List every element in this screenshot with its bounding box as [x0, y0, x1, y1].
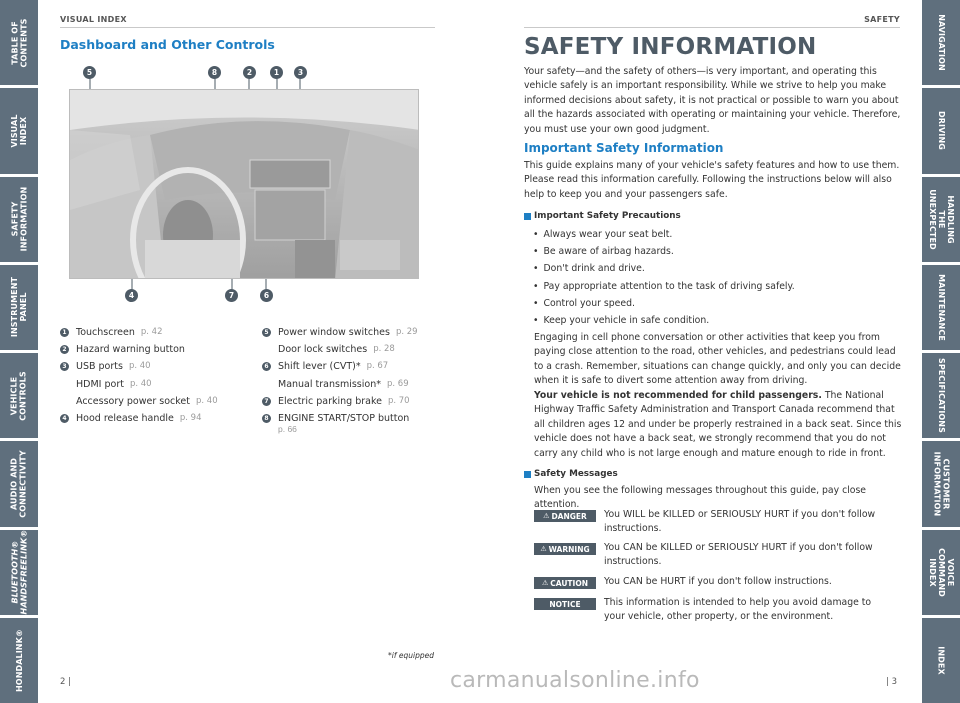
tab-safety-information[interactable]: SAFETY INFORMATION — [0, 177, 38, 262]
callout-6: 6 — [260, 289, 273, 302]
tab-maintenance[interactable]: MAINTENANCE — [922, 265, 960, 350]
precautions-heading: Important Safety Precautions — [524, 211, 681, 221]
tab-driving[interactable]: DRIVING — [922, 88, 960, 173]
messages-intro: When you see the following messages throughout this guide, pay close attention. — [534, 485, 867, 511]
callout-2: 2 — [243, 66, 256, 79]
callout-4: 4 — [125, 289, 138, 302]
tab-bluetooth-handsfreelink[interactable]: BLUETOOTH® HANDSFREELINK® — [0, 530, 38, 615]
watermark: carmanualsonline.info — [450, 668, 700, 693]
child-paragraph: Your vehicle is not recommended for child passengers. The National Highway Traffic Safety Administration and Transport Canada recommend that all children ages 12 and under be properly restrained in a back seat. Since this vehicle does not have a back seat, we strongly recommend that you do not carry any child who is not large enough and mature enough to ride in front. — [534, 390, 902, 459]
section-title: Dashboard and Other Controls — [60, 37, 275, 52]
callout-5: 5 — [83, 66, 96, 79]
tab-instrument-panel[interactable]: INSTRUMENT PANEL — [0, 265, 38, 350]
dashboard-illustration — [70, 90, 419, 279]
legend-item-6: 6 Shift lever (CVT)* p. 67 — [262, 358, 418, 375]
caution-badge: ⚠ CAUTION — [534, 577, 596, 589]
footnote: *if equipped — [388, 651, 434, 660]
legend-left — [60, 324, 218, 427]
warning-triangle-icon: ⚠ — [543, 512, 550, 520]
notice-badge: NOTICE — [534, 598, 596, 610]
list-item: • Control your speed. — [533, 295, 795, 312]
tab-visual-index[interactable]: VISUAL INDEX — [0, 88, 38, 173]
square-bullet-icon — [524, 213, 531, 220]
legend-item-2: 2 Hazard warning button — [60, 341, 218, 358]
legend-right — [262, 324, 418, 435]
legend-item-8: 8 ENGINE START/STOP button — [262, 410, 418, 427]
tab-specifications[interactable]: SPECIFICATIONS — [922, 353, 960, 438]
callout-7: 7 — [225, 289, 238, 302]
left-running-head: VISUAL INDEX — [60, 15, 127, 24]
subtitle: Important Safety Information — [524, 141, 724, 155]
guide-paragraph: This guide explains many of your vehicle's safety features and how to use them. Please read this information carefully. Following the instructions below will also help to keep you and your passengers safe. — [524, 160, 900, 200]
right-header-rule — [524, 27, 900, 28]
messages-heading: Safety Messages — [524, 469, 618, 479]
signal-notice: NOTICE This information is intended to help you avoid damage to your vehicle, other property, or the environment. — [534, 596, 894, 624]
legend-item-5b: Door lock switches p. 28 — [278, 344, 395, 356]
signal-caution: ⚠ CAUTION You CAN be HURT if you don't follow instructions. — [534, 575, 894, 589]
precautions-list — [533, 226, 795, 329]
tab-audio-connectivity[interactable]: AUDIO AND CONNECTIVITY — [0, 441, 38, 526]
left-page-number: 2 | — [60, 677, 71, 687]
right-running-head: SAFETY — [864, 15, 900, 24]
legend-item-5: 5 Power window switches p. 29 — [262, 324, 418, 341]
dashboard-photo — [69, 89, 419, 279]
legend-item-4: 4 Hood release handle p. 94 — [60, 410, 218, 427]
list-item: • Be aware of airbag hazards. — [533, 243, 795, 260]
legend-item-1: 1 Touchscreen p. 42 — [60, 324, 218, 341]
intro-paragraph: Your safety—and the safety of others—is very important, and operating this vehicle safely is an important responsibility. While we strive to help you make informed decisions about safety, it is not practical or possible to warn you about all the hazards associated with operating or maintaining your vehicle. Therefore, you must use your own good judgment. — [524, 66, 901, 135]
tab-index[interactable]: INDEX — [922, 618, 960, 703]
tab-table-of-contents[interactable]: TABLE OF CONTENTS — [0, 0, 38, 85]
list-item: • Pay appropriate attention to the task of driving safely. — [533, 278, 795, 295]
page-title: SAFETY INFORMATION — [524, 34, 817, 60]
legend-item-3c: Accessory power socket p. 40 — [76, 395, 218, 407]
list-item: • Always wear your seat belt. — [533, 226, 795, 243]
right-page-number: | 3 — [886, 677, 897, 687]
engaging-paragraph: Engaging in cell phone conversation or other activities that keep you from paying close attention to the road, other vehicles, and pedestrians could lead to a crash. Remember, situations can change quickly, and only you can decide when it is safe to divert some attention away from driving. — [534, 332, 901, 387]
legend-item-6b: Manual transmission* p. 69 — [278, 378, 409, 390]
tab-hondalink[interactable]: HONDALINK® — [0, 618, 38, 703]
legend-item-3b: HDMI port p. 40 — [76, 378, 152, 390]
danger-badge: ⚠ DANGER — [534, 510, 596, 522]
list-item: • Don't drink and drive. — [533, 260, 795, 277]
tab-customer-information[interactable]: CUSTOMER INFORMATION — [922, 441, 960, 526]
callout-8: 8 — [208, 66, 221, 79]
legend-item-3: 3 USB ports p. 40 — [60, 358, 218, 375]
tab-voice-command-index[interactable]: VOICE COMMAND INDEX — [922, 530, 960, 615]
warning-triangle-icon: ⚠ — [541, 579, 549, 587]
signal-danger: ⚠ DANGER You WILL be KILLED or SERIOUSLY HURT if you don't follow instructions. — [534, 508, 894, 536]
tab-handling-the-unexpected[interactable]: HANDLING THE UNEXPECTED — [922, 177, 960, 262]
warning-badge: ⚠ WARNING — [534, 543, 596, 555]
callout-1: 1 — [270, 66, 283, 79]
warning-triangle-icon: ⚠ — [540, 545, 547, 553]
legend-item-8-page: p. 66 — [278, 424, 297, 435]
tab-navigation[interactable]: NAVIGATION — [922, 0, 960, 85]
right-nav-tabs — [922, 0, 960, 703]
legend-item-7: 7 Electric parking brake p. 70 — [262, 393, 418, 410]
signal-warning: ⚠ WARNING You CAN be KILLED or SERIOUSLY HURT if you don't follow instructions. — [534, 541, 894, 569]
square-bullet-icon — [524, 471, 531, 478]
callout-3: 3 — [294, 66, 307, 79]
list-item: • Keep your vehicle in safe condition. — [533, 312, 795, 329]
tab-vehicle-controls[interactable]: VEHICLE CONTROLS — [0, 353, 38, 438]
